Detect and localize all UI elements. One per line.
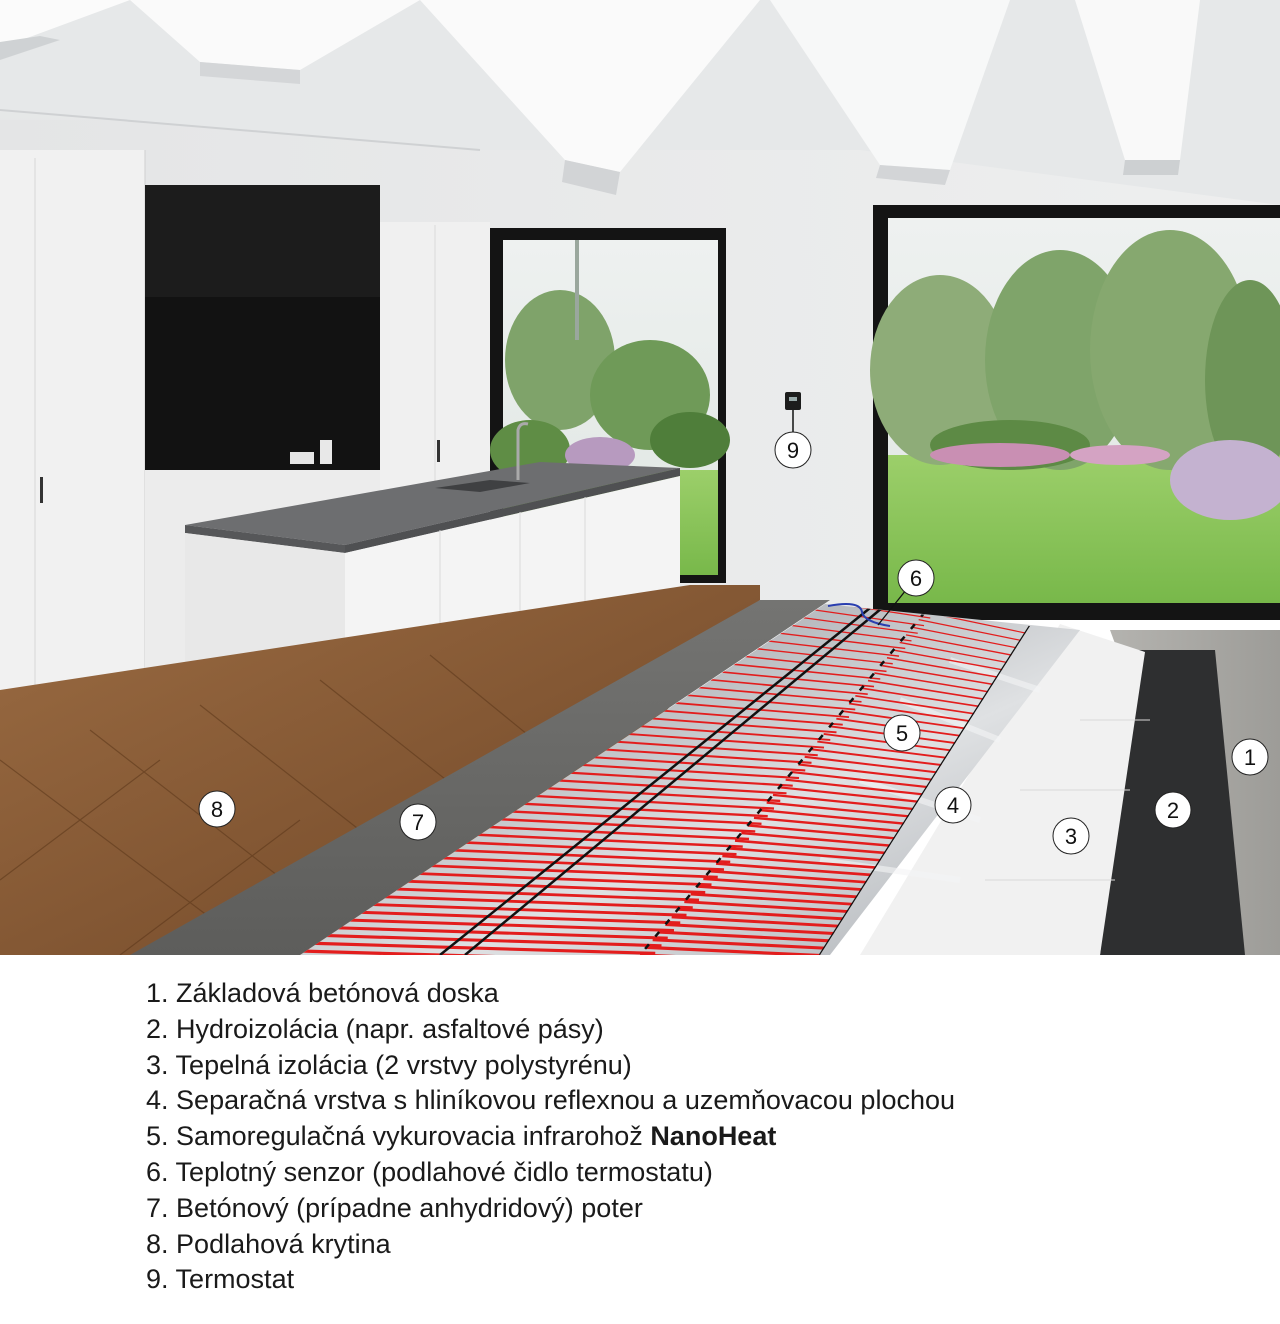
badge-7 bbox=[400, 804, 436, 840]
legend-item: 4. Separačná vrstva s hliníkovou reflexnou a uzemňovacou plochou bbox=[146, 1085, 956, 1116]
badge-1 bbox=[1232, 739, 1268, 775]
svg-text:7: 7 bbox=[411, 810, 425, 835]
svg-text:3: 3 bbox=[1064, 824, 1078, 849]
badge-2 bbox=[1155, 792, 1191, 828]
legend-item: 8. Podlahová krytina bbox=[146, 1228, 391, 1259]
badge-6 bbox=[898, 560, 934, 596]
svg-text:1: 1 bbox=[1243, 745, 1257, 770]
brand-name: NanoHeat bbox=[650, 1121, 777, 1152]
legend-item: 9. Termostat bbox=[146, 1264, 295, 1295]
legend-item: 1. Základová betónová doska bbox=[146, 978, 499, 1008]
svg-text:6: 6 bbox=[909, 566, 923, 591]
svg-text:8: 8 bbox=[210, 797, 224, 822]
legend-item: 5. Samoregulačná vykurovacia infrarohož NanoHeat bbox=[146, 1121, 777, 1152]
svg-text:9: 9 bbox=[786, 438, 800, 463]
svg-text:4: 4 bbox=[946, 793, 960, 818]
legend-item: 7. Betónový (prípadne anhydridový) poter bbox=[146, 1192, 643, 1223]
legend-item: 3. Tepelná izolácia (2 vrstvy polystyrénu) bbox=[146, 1049, 632, 1080]
svg-text:2: 2 bbox=[1166, 798, 1180, 823]
legend-item: 6. Teplotný senzor (podlahové čidlo termostatu) bbox=[146, 1156, 713, 1187]
badge-3 bbox=[1053, 818, 1089, 854]
badge-9 bbox=[775, 432, 811, 468]
badge-4 bbox=[935, 787, 971, 823]
legend-item: 2. Hydroizolácia (napr. asfaltové pásy) bbox=[146, 1013, 604, 1044]
legend-list bbox=[146, 976, 955, 1298]
right-window bbox=[870, 205, 1280, 620]
badge-5 bbox=[884, 715, 920, 751]
badge-8 bbox=[199, 791, 235, 827]
svg-text:5: 5 bbox=[895, 721, 909, 746]
